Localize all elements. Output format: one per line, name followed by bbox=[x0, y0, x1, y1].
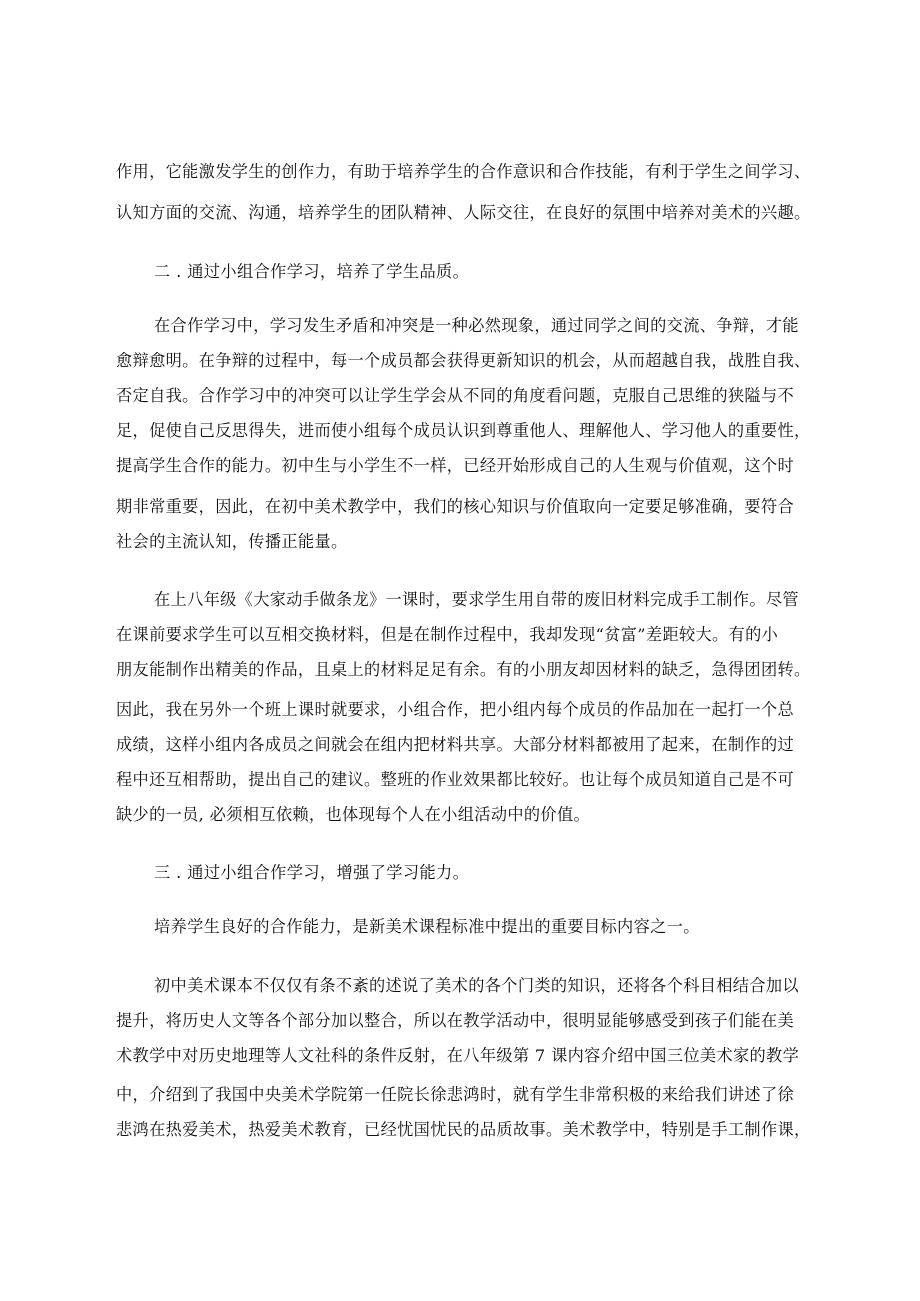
section-heading-two: 二 . 通过小组合作学习，培养了学生品质。 bbox=[154, 262, 470, 281]
text-line: 术教学中对历史地理等人文社科的条件反射，在八年级第 7 课内容介绍中国三位美术家的教学 bbox=[116, 1046, 800, 1065]
text-line: 初中美术课本不仅仅有条不紊的述说了美术的各个门类的知识，还将各个科目相结合加以 bbox=[154, 976, 799, 995]
section-heading-three: 三 . 通过小组合作学习，增强了学习能力。 bbox=[154, 863, 470, 882]
text-line: 因此，我在另外一个班上课时就要求，小组合作，把小组内每个成员的作品加在一起打一个总 bbox=[116, 700, 795, 719]
text-line: 社会的主流认知，传播正能量。 bbox=[116, 532, 348, 551]
text-line: 在课前要求学生可以互相交换材料，但是在制作过程中，我却发现“贫富”差距较大。有的小 bbox=[116, 625, 779, 644]
text-line: 足，促使自己反思得失，进而使小组每个成员认识到尊重他人、理解他人、学习他人的重要性， bbox=[116, 421, 811, 440]
text-line: 程中还互相帮助，提出自己的建议。整班的作业效果都比较好。也让每个成员知道自己是不可 bbox=[116, 770, 795, 789]
text-line: 朋友能制作出精美的作品，且桌上的材料足足有余。有的小朋友却因材料的缺乏，急得团团转。 bbox=[116, 660, 811, 679]
text-line: 提升，将历史人文等各个部分加以整合，所以在教学活动中，很明显能够感受到孩子们能在美 bbox=[116, 1011, 795, 1030]
text-line: 在上八年级《大家动手做条龙》一课时，要求学生用自带的废旧材料完成手工制作。尽管 bbox=[154, 590, 799, 609]
text-line: 缺少的一员, 必须相互依赖，也体现每个人在小组活动中的价值。 bbox=[116, 805, 591, 824]
text-line: 愈辩愈明。在争辩的过程中，每一个成员都会获得更新知识的机会，从而超越自我，战胜自我、 bbox=[116, 351, 811, 370]
text-line: 认知方面的交流、沟通，培养学生的团队精神、人际交往，在良好的氛围中培养对美术的兴趣。 bbox=[116, 203, 811, 222]
text-line: 培养学生良好的合作能力，是新美术课程标准中提出的重要目标内容之一。 bbox=[154, 917, 700, 936]
text-line: 提高学生合作的能力。初中生与小学生不一样，已经开始形成自己的人生观与价值观，这个时 bbox=[116, 456, 795, 475]
text-line: 中，介绍到了我国中央美术学院第一任院长徐悲鸿时，就有学生非常积极的来给我们讲述了徐 bbox=[116, 1085, 795, 1104]
text-line: 否定自我。合作学习中的冲突可以让学生学会从不同的角度看问题，克服自己思维的狭隘与不 bbox=[116, 386, 795, 405]
text-line: 悲鸿在热爱美术，热爱美术教育，已经忧国忧民的品质故事。美术教学中，特别是手工制作课， bbox=[116, 1120, 811, 1139]
text-line: 在合作学习中，学习发生矛盾和冲突是一种必然现象，通过同学之间的交流、争辩，才能 bbox=[154, 316, 799, 335]
text-line: 期非常重要，因此，在初中美术教学中，我们的核心知识与价值取向一定要足够准确，要符合 bbox=[116, 497, 795, 516]
text-line: 作用，它能激发学生的创作力，有助于培养学生的合作意识和合作技能，有利于学生之间学习、 bbox=[116, 162, 811, 181]
text-line: 成绩，这样小组内各成员之间就会在组内把材料共享。大部分材料都被用了起来，在制作的过 bbox=[116, 735, 795, 754]
